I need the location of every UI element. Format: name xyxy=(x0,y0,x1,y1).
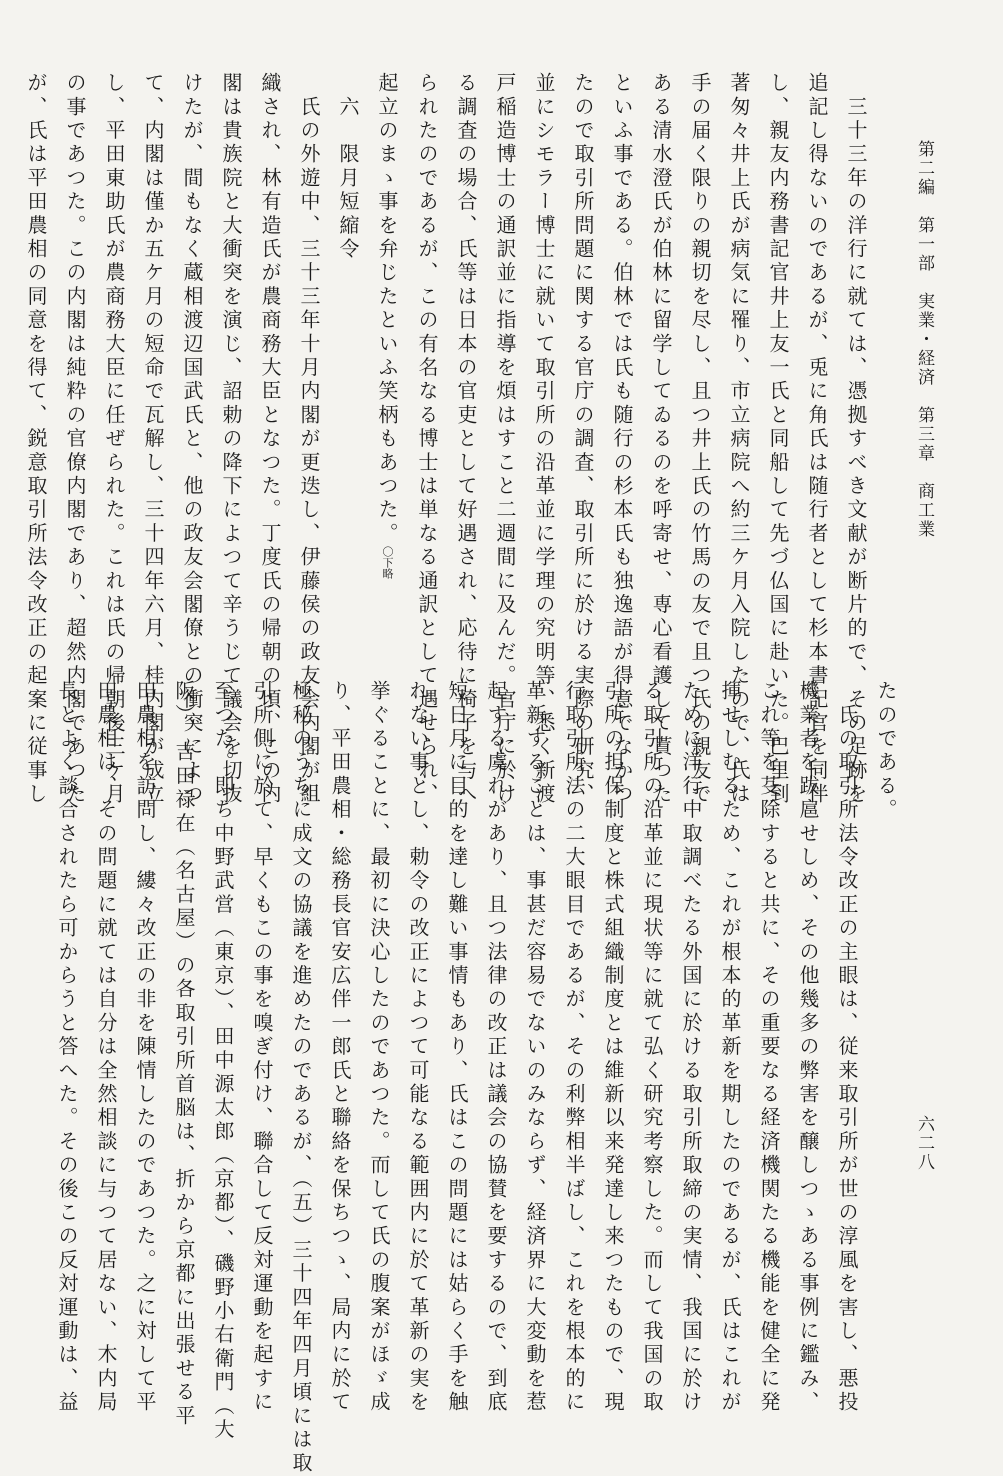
text-line: ために洋行中取調べたる外国に於ける取引所取締の実情、我国に於け xyxy=(679,680,703,1415)
text-line: 氏の取引所法令改正の主眼は、従来取引所が世の淳風を害し、悪投 xyxy=(835,680,859,1415)
text-line xyxy=(367,72,407,672)
text-line: 閣は貴族院と大衝突を演じ、詔勅の降下によつて辛うじて議会を切抜 xyxy=(219,72,243,807)
text-line: 氏の外遊中、三十三年十月内閣が更迭し、伊藤侯の政友会内閣が組 xyxy=(297,72,321,807)
text-line: られたのであるが、この有名なる博士は単なる通訳として遇せられ、 xyxy=(415,72,439,807)
text-line: て、内閣は僅か五ケ月の短命で瓦解し、三十四年六月、桂内閣が成立 xyxy=(141,72,165,807)
text-line: る調査の場合、氏等は日本の官吏として好遇され、応待に椅子を与へ xyxy=(454,72,478,807)
upper-text-block xyxy=(24,72,875,807)
text-line: 追記し得ないのであるが、兎に角氏は随行者として杉本書記官を同伴 xyxy=(805,72,829,807)
running-head: 第二編 第一部 実業・経済 第三章 商工業 xyxy=(914,140,934,539)
text-line: 革新することは、事甚だ容易でないのみならず、経済界に大変動を惹 xyxy=(523,680,547,1415)
text-line: 織され、林有造氏が農商務大臣となつた。丁度氏の帰朝の頃、この内 xyxy=(258,72,282,807)
text-line: 引所側に於て、早くもこの事を嗅ぎ付け、聯合して反対運動を起すに xyxy=(250,680,274,1415)
text-line: 挙ぐることに、最初に決心したのであつた。而して氏の腹案がほゞ成 xyxy=(367,680,391,1415)
text-line: 阪）、吉田禄在（名古屋）の各取引所首脳は、折から京都に出張せる平 xyxy=(172,680,196,1429)
text-line: これ等を芟除すると共に、その重要なる経済機関たる機能を健全に発 xyxy=(757,680,781,1415)
text-line: 行取引所法の二大眼目であるが、その利弊相半ばし、これを根本的に xyxy=(562,680,586,1415)
text-line: が、氏は平田農相の同意を得て、鋭意取引所法令改正の起案に従事し xyxy=(24,72,48,807)
text-line: る取引所の沿革並に現状等に就て弘く研究考察した。而して我国の取 xyxy=(640,680,664,1415)
section-heading: 六 限月短縮令 xyxy=(336,72,360,262)
text-line: 機業者を跋扈せしめ、その他幾多の弊害を醸しつゝある事例に鑑み、 xyxy=(796,680,820,1415)
text-line: 田農相は、その問題に就ては自分は全然相談に与つて居ない、木内局 xyxy=(94,680,118,1415)
text-line: たのである。 xyxy=(874,680,898,823)
text-line: 手の届く限りの親切を尽し、且つ井上氏の竹馬の友で且つ氏の親友で xyxy=(688,72,712,807)
text-line: 田農相を訪問し、縷々改正の非を陳情したのであつた。之に対して平 xyxy=(133,680,157,1415)
text-line: 戸稲造博士の通訳並に指導を煩はすこと二週間に及んだ。官庁に於け xyxy=(493,72,517,807)
text-line: 起する虞れがあり、且つ法律の改正は議会の協賛を要するので、到底 xyxy=(484,680,508,1415)
text-line: 極秘のうちに成文の協議を進めたのであるが、（五）三十四年四月頃には取 xyxy=(289,680,313,1476)
page-number: 六二八 xyxy=(914,1115,934,1172)
text-line: といふ事である。伯林では氏も随行の杉本氏も独逸語が得意でなかつ xyxy=(610,72,634,807)
text-line: 揮せしむるため、これが根本的革新を期したのであるが、氏はこれが xyxy=(718,680,742,1415)
text-line-content: 起立のまゝ事を弁じたといふ笑柄もあつた。 xyxy=(375,72,399,546)
text-line: し、平田東助氏が農商務大臣に任ぜられた。これは氏の帰朝後三ケ月 xyxy=(102,72,126,807)
text-line: 短日月に目的を達し難い事情もあり、氏はこの問題には姑らく手を触 xyxy=(445,680,469,1415)
text-line: の事であつた。この内閣は純粋の官僚内閣であり、超然内閣であつた xyxy=(63,72,87,807)
text-line: 著匆々井上氏が病気に罹り、市立病院へ約三ケ月入院したので、氏は xyxy=(727,72,751,807)
lower-text-block xyxy=(55,680,905,1476)
text-line: ある清水澄氏が伯林に留学してゐるのを呼寄せ、専心看護して貰つた xyxy=(649,72,673,807)
text-line: れない事とし、勅令の改正によつて可能なる範囲内に於て革新の実を xyxy=(406,680,430,1415)
text-line: 至つた。即ち中野武営（東京）、田中源太郎（京都）、磯野小右衛門（大 xyxy=(211,680,235,1443)
text-line: 三十三年の洋行に就ては、憑拠すべき文献が断片的で、その足跡を xyxy=(844,72,868,807)
text-line: たので取引所問題に関する官庁の調査、取引所に於ける実際の研究、 xyxy=(571,72,595,807)
text-line: けたが、間もなく蔵相渡辺国武氏と、他の政友会閣僚との衝突によつ xyxy=(180,72,204,807)
omission-note: 〇下略 xyxy=(381,546,394,579)
text-line: 引所の担保制度と株式組織制度とは維新以来発達し来つたもので、現 xyxy=(601,680,625,1415)
text-line: り、平田農相・総務長官安広伴一郎氏と聯絡を保ちつゝ、局内に於て xyxy=(328,680,352,1415)
text-line: 長とよく談合されたら可からうと答へた。その後この反対運動は、益 xyxy=(55,680,79,1415)
text-line: 並にシモラー博士に就いて取引所の沿革並に学理の究明等、悉く新渡 xyxy=(532,72,556,807)
text-line: し、親友内務書記官井上友一氏と同船して先づ仏国に赴いた。巴里到 xyxy=(766,72,790,807)
